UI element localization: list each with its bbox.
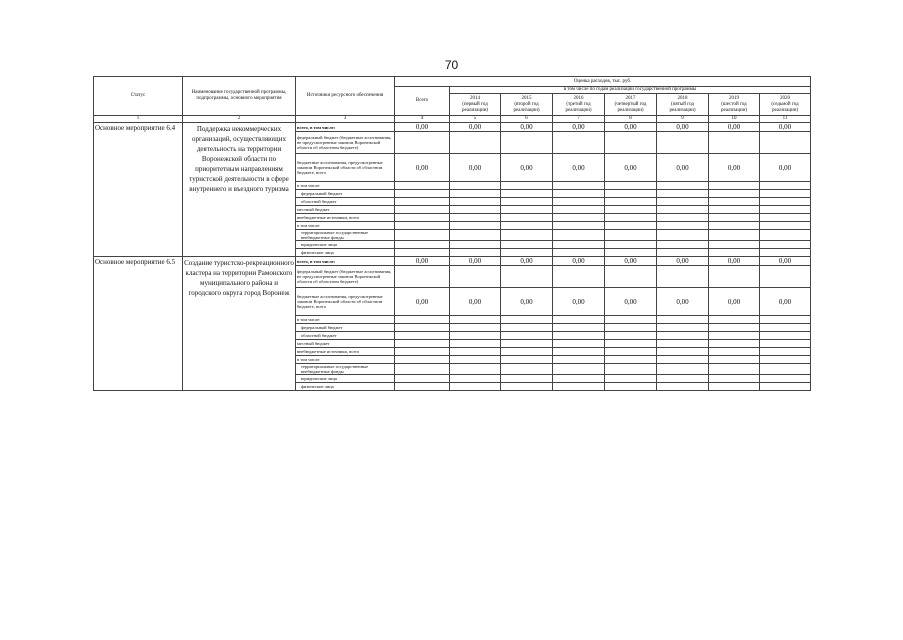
value-cell <box>395 190 450 198</box>
value-cell <box>395 132 450 154</box>
value-cell <box>553 364 605 375</box>
source-cell: всего, в том числе: <box>296 123 395 132</box>
header-year <box>657 94 709 116</box>
value-cell <box>450 241 501 249</box>
value-cell <box>760 132 811 154</box>
source-cell: в том числе: <box>296 316 395 324</box>
value-cell <box>760 222 811 230</box>
value-cell <box>657 316 709 324</box>
value-cell <box>395 206 450 214</box>
source-cell: территориальные государственные внебюджетные фонды <box>296 230 395 241</box>
value-cell <box>501 230 553 241</box>
value-cell <box>395 222 450 230</box>
value-cell: 0,00 <box>553 154 605 182</box>
value-cell <box>395 332 450 340</box>
value-cell <box>553 214 605 222</box>
value-cell <box>605 364 657 375</box>
value-cell <box>395 364 450 375</box>
value-cell <box>501 214 553 222</box>
source-cell: местный бюджет <box>296 340 395 348</box>
header-year-label: (первый год реализации) <box>461 101 489 113</box>
value-cell <box>760 214 811 222</box>
value-cell: 0,00 <box>450 123 501 132</box>
value-cell <box>605 132 657 154</box>
value-cell <box>450 249 501 257</box>
value-cell <box>657 356 709 364</box>
value-cell <box>450 316 501 324</box>
value-cell <box>709 182 760 190</box>
header-name: Наименование государственной программы, подпрограммы, основного мероприятия <box>183 77 296 116</box>
value-cell <box>395 348 450 356</box>
header-year-number: 2017 <box>625 95 636 101</box>
value-cell <box>605 356 657 364</box>
value-cell: 0,00 <box>605 288 657 316</box>
value-cell <box>501 206 553 214</box>
value-cell <box>501 356 553 364</box>
value-cell: 0,00 <box>395 154 450 182</box>
value-cell <box>657 348 709 356</box>
value-cell <box>657 214 709 222</box>
value-cell <box>501 182 553 190</box>
value-cell: 0,00 <box>553 123 605 132</box>
header-year-label: (седьмой год реализации) <box>771 101 799 113</box>
source-cell: федеральный бюджет (бюджетные ассигнования, не предусмотренные законом Воронежской области об областном бюджете) <box>296 132 395 154</box>
value-cell <box>657 375 709 383</box>
value-cell <box>450 222 501 230</box>
value-cell <box>709 222 760 230</box>
value-cell <box>709 266 760 288</box>
value-cell <box>553 132 605 154</box>
source-cell: юридические лица <box>296 241 395 249</box>
value-cell <box>450 266 501 288</box>
value-cell <box>605 241 657 249</box>
status-cell: Основное мероприятие 6.4 <box>94 123 183 257</box>
header-year-number: 2016 <box>573 95 584 101</box>
value-cell <box>605 230 657 241</box>
header-year-label: (третий год реализации) <box>565 101 592 113</box>
value-cell <box>760 182 811 190</box>
value-cell <box>760 383 811 391</box>
value-cell <box>395 198 450 206</box>
source-cell: областной бюджет <box>296 332 395 340</box>
column-number: 5 <box>450 116 501 123</box>
value-cell <box>709 190 760 198</box>
value-cell <box>553 375 605 383</box>
value-cell <box>605 324 657 332</box>
value-cell: 0,00 <box>760 288 811 316</box>
value-cell <box>450 332 501 340</box>
value-cell: 0,00 <box>605 123 657 132</box>
value-cell <box>553 222 605 230</box>
value-cell <box>605 198 657 206</box>
value-cell <box>605 348 657 356</box>
value-cell: 0,00 <box>760 257 811 266</box>
value-cell <box>760 316 811 324</box>
value-cell <box>553 383 605 391</box>
value-cell <box>709 364 760 375</box>
source-cell: федеральный бюджет <box>296 324 395 332</box>
header-year-number: 2018 <box>677 95 688 101</box>
value-cell <box>553 241 605 249</box>
value-cell <box>501 348 553 356</box>
value-cell <box>657 324 709 332</box>
value-cell <box>605 266 657 288</box>
value-cell <box>709 383 760 391</box>
value-cell <box>553 332 605 340</box>
column-number: 6 <box>501 116 553 123</box>
header-year-label: (второй год реализации) <box>513 101 540 113</box>
value-cell: 0,00 <box>501 123 553 132</box>
expenditure-table <box>93 76 811 391</box>
table-row <box>94 123 811 132</box>
value-cell: 0,00 <box>553 288 605 316</box>
header-year <box>553 94 605 116</box>
value-cell: 0,00 <box>709 123 760 132</box>
header-year-label: (шестой год реализации) <box>720 101 748 113</box>
value-cell <box>553 266 605 288</box>
value-cell <box>760 241 811 249</box>
status-cell: Основное мероприятие 6.5 <box>94 257 183 391</box>
value-cell <box>395 214 450 222</box>
page-number: 70 <box>444 58 459 72</box>
value-cell <box>501 375 553 383</box>
value-cell: 0,00 <box>395 123 450 132</box>
value-cell <box>450 383 501 391</box>
header-year-number: 2015 <box>521 95 532 101</box>
value-cell <box>605 222 657 230</box>
value-cell <box>709 214 760 222</box>
value-cell <box>395 249 450 257</box>
value-cell <box>501 324 553 332</box>
value-cell <box>450 364 501 375</box>
value-cell <box>760 206 811 214</box>
source-cell: областной бюджет <box>296 198 395 206</box>
source-cell: внебюджетные источники, всего <box>296 348 395 356</box>
value-cell <box>605 249 657 257</box>
value-cell <box>760 324 811 332</box>
value-cell <box>709 198 760 206</box>
header-source: Источники ресурсного обеспечения <box>296 77 395 116</box>
value-cell <box>760 190 811 198</box>
value-cell <box>501 266 553 288</box>
value-cell <box>709 132 760 154</box>
value-cell <box>553 198 605 206</box>
value-cell <box>395 182 450 190</box>
header-year-number: 2014 <box>470 95 480 101</box>
value-cell <box>450 348 501 356</box>
value-cell <box>501 132 553 154</box>
column-number: 2 <box>183 116 296 123</box>
column-number: 10 <box>709 116 760 123</box>
value-cell: 0,00 <box>657 123 709 132</box>
value-cell: 0,00 <box>709 288 760 316</box>
value-cell <box>450 214 501 222</box>
value-cell <box>553 316 605 324</box>
value-cell <box>657 249 709 257</box>
header-year <box>709 94 760 116</box>
column-number: 1 <box>94 116 183 123</box>
source-cell: всего, в том числе: <box>296 257 395 266</box>
value-cell <box>760 375 811 383</box>
value-cell <box>450 198 501 206</box>
value-cell <box>605 340 657 348</box>
value-cell <box>709 332 760 340</box>
value-cell: 0,00 <box>760 154 811 182</box>
value-cell <box>450 375 501 383</box>
measure-name-cell: Создание туристско-рекреационного кластера на территории Рамонского муниципального района и городского округа город Воронеж <box>183 257 296 391</box>
value-cell: 0,00 <box>553 257 605 266</box>
header-year-number: 2019 <box>729 95 739 101</box>
value-cell: 0,00 <box>450 154 501 182</box>
value-cell <box>657 364 709 375</box>
header-estimate: Оценка расходов, тыс. руб. <box>395 77 811 87</box>
value-cell <box>553 348 605 356</box>
value-cell <box>501 241 553 249</box>
value-cell <box>605 316 657 324</box>
value-cell <box>450 182 501 190</box>
source-cell: местный бюджет <box>296 206 395 214</box>
value-cell: 0,00 <box>501 288 553 316</box>
header-year-number: 2020 <box>780 95 790 101</box>
value-cell <box>709 230 760 241</box>
value-cell <box>450 230 501 241</box>
value-cell <box>605 182 657 190</box>
value-cell: 0,00 <box>657 257 709 266</box>
value-cell <box>605 332 657 340</box>
value-cell <box>760 348 811 356</box>
value-cell <box>395 241 450 249</box>
header-status: Статус <box>94 77 183 116</box>
value-cell <box>553 190 605 198</box>
value-cell <box>657 190 709 198</box>
value-cell <box>657 198 709 206</box>
value-cell: 0,00 <box>501 257 553 266</box>
header-total: Всего <box>395 87 450 116</box>
value-cell <box>501 249 553 257</box>
value-cell <box>709 206 760 214</box>
value-cell: 0,00 <box>709 154 760 182</box>
value-cell <box>553 230 605 241</box>
value-cell <box>553 324 605 332</box>
value-cell <box>760 266 811 288</box>
value-cell <box>450 356 501 364</box>
value-cell <box>605 214 657 222</box>
value-cell <box>605 375 657 383</box>
value-cell <box>501 340 553 348</box>
value-cell <box>395 324 450 332</box>
value-cell: 0,00 <box>657 154 709 182</box>
value-cell <box>709 340 760 348</box>
value-cell <box>553 249 605 257</box>
value-cell: 0,00 <box>760 123 811 132</box>
value-cell <box>395 356 450 364</box>
value-cell: 0,00 <box>395 257 450 266</box>
value-cell <box>450 190 501 198</box>
source-cell: юридические лица <box>296 375 395 383</box>
value-cell <box>760 364 811 375</box>
value-cell <box>657 340 709 348</box>
header-year <box>501 94 553 116</box>
value-cell <box>709 356 760 364</box>
measure-name-cell: Поддержка некоммерческих организаций, осуществляющих деятельность на территории Воронежской области по приоритетным направлениям туристской деятельности в сфере внутреннего и въездного туризма <box>183 123 296 257</box>
column-number: 11 <box>760 116 811 123</box>
header-by-years: в том числе по годам реализации государственной программы <box>450 87 811 94</box>
source-cell: бюджетные ассигнования, предусмотренные законом Воронежской области об областном бюджете, всего <box>296 154 395 182</box>
source-cell: федеральный бюджет <box>296 190 395 198</box>
source-cell: в том числе: <box>296 356 395 364</box>
source-cell: физические лица <box>296 249 395 257</box>
value-cell: 0,00 <box>395 288 450 316</box>
value-cell: 0,00 <box>501 154 553 182</box>
value-cell <box>450 340 501 348</box>
value-cell <box>657 132 709 154</box>
table-row <box>94 257 811 266</box>
value-cell <box>501 332 553 340</box>
value-cell <box>657 332 709 340</box>
column-number: 3 <box>296 116 395 123</box>
value-cell <box>501 190 553 198</box>
value-cell <box>553 340 605 348</box>
source-cell: физические лица <box>296 383 395 391</box>
value-cell <box>657 230 709 241</box>
header-year <box>760 94 811 116</box>
value-cell <box>450 132 501 154</box>
value-cell <box>553 356 605 364</box>
value-cell <box>760 340 811 348</box>
value-cell <box>760 230 811 241</box>
source-cell: федеральный бюджет (бюджетные ассигнования, не предусмотренные законом Воронежской области об областном бюджете) <box>296 266 395 288</box>
header-year-label: (четвертый год реализации) <box>614 101 647 113</box>
value-cell: 0,00 <box>450 288 501 316</box>
value-cell <box>605 206 657 214</box>
value-cell <box>657 241 709 249</box>
value-cell <box>657 266 709 288</box>
value-cell <box>450 324 501 332</box>
column-number: 8 <box>605 116 657 123</box>
value-cell <box>760 356 811 364</box>
value-cell <box>395 316 450 324</box>
value-cell: 0,00 <box>605 257 657 266</box>
value-cell <box>657 182 709 190</box>
value-cell: 0,00 <box>657 288 709 316</box>
value-cell <box>605 383 657 391</box>
value-cell <box>501 198 553 206</box>
value-cell <box>709 348 760 356</box>
source-cell: в том числе: <box>296 222 395 230</box>
column-number: 4 <box>395 116 450 123</box>
value-cell <box>709 241 760 249</box>
value-cell <box>501 316 553 324</box>
value-cell <box>395 375 450 383</box>
source-cell: бюджетные ассигнования, предусмотренные законом Воронежской области об областном бюджете, всего <box>296 288 395 316</box>
value-cell <box>553 206 605 214</box>
value-cell <box>709 324 760 332</box>
value-cell <box>395 340 450 348</box>
source-cell: внебюджетные источники, всего <box>296 214 395 222</box>
header-year <box>450 94 501 116</box>
value-cell <box>450 206 501 214</box>
value-cell <box>395 383 450 391</box>
column-number: 9 <box>657 116 709 123</box>
value-cell <box>605 190 657 198</box>
header-year-label: (пятый год реализации) <box>669 101 696 113</box>
value-cell <box>501 383 553 391</box>
column-number: 7 <box>553 116 605 123</box>
value-cell <box>501 364 553 375</box>
value-cell <box>760 249 811 257</box>
value-cell <box>709 316 760 324</box>
value-cell <box>760 198 811 206</box>
value-cell <box>657 383 709 391</box>
source-cell: территориальные государственные внебюджетные фонды <box>296 364 395 375</box>
value-cell <box>553 182 605 190</box>
header-year <box>605 94 657 116</box>
value-cell: 0,00 <box>450 257 501 266</box>
value-cell <box>395 230 450 241</box>
value-cell <box>760 332 811 340</box>
value-cell: 0,00 <box>605 154 657 182</box>
value-cell <box>657 222 709 230</box>
value-cell <box>709 375 760 383</box>
value-cell <box>657 206 709 214</box>
value-cell <box>501 222 553 230</box>
value-cell <box>395 266 450 288</box>
value-cell <box>709 249 760 257</box>
value-cell: 0,00 <box>709 257 760 266</box>
source-cell: в том числе: <box>296 182 395 190</box>
